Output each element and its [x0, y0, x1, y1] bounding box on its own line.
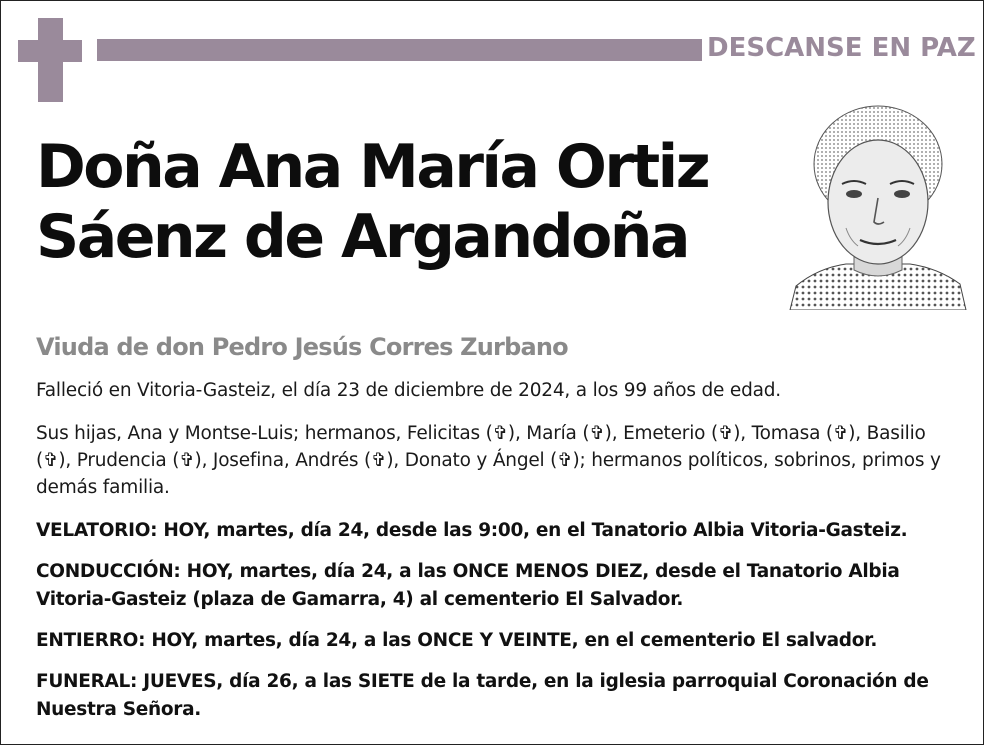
name-line-1: Doña Ana María Ortiz	[36, 132, 709, 202]
name-line-2: Sáenz de Argandoña	[36, 202, 689, 272]
deceased-name	[36, 132, 708, 272]
conduccion-info: CONDUCCIÓN: HOY, martes, día 24, a las ONCE MENOS DIEZ, desde el Tanatorio Albia Vitoria-Gasteiz (plaza de Gamarra, 4) al cementerio El Salvador.	[36, 561, 900, 610]
entierro-info: ENTIERRO: HOY, martes, día 24, a las ONCE Y VEINTE, en el cementerio El salvador.	[36, 630, 878, 651]
portrait-photo	[788, 98, 968, 310]
header-bar	[97, 39, 702, 61]
tagline: DESCANSE EN PAZ	[707, 33, 976, 63]
cross-icon-horizontal	[18, 40, 82, 62]
velatorio-info: VELATORIO: HOY, martes, día 24, desde las 9:00, en el Tanatorio Albia Vitoria-Gasteiz.	[36, 520, 908, 541]
death-statement: Falleció en Vitoria-Gasteiz, el día 23 de diciembre de 2024, a los 99 años de edad.	[36, 380, 781, 401]
family-list: Sus hijas, Ana y Montse-Luis; hermanos, Felicitas (✞), María (✞), Emeterio (✞), Tomasa (✞), Basilio (✞), Prudencia (✞), Josefina, Andrés (✞), Donato y Ángel (✞); hermanos políticos, sobrinos, primos y demás familia.	[36, 423, 941, 498]
funeral-info: FUNERAL: JUEVES, día 26, a las SIETE de la tarde, en la iglesia parroquial Coronación de Nuestra Señora.	[36, 671, 929, 720]
widow-subtitle: Viuda de don Pedro Jesús Corres Zurbano	[36, 333, 568, 361]
